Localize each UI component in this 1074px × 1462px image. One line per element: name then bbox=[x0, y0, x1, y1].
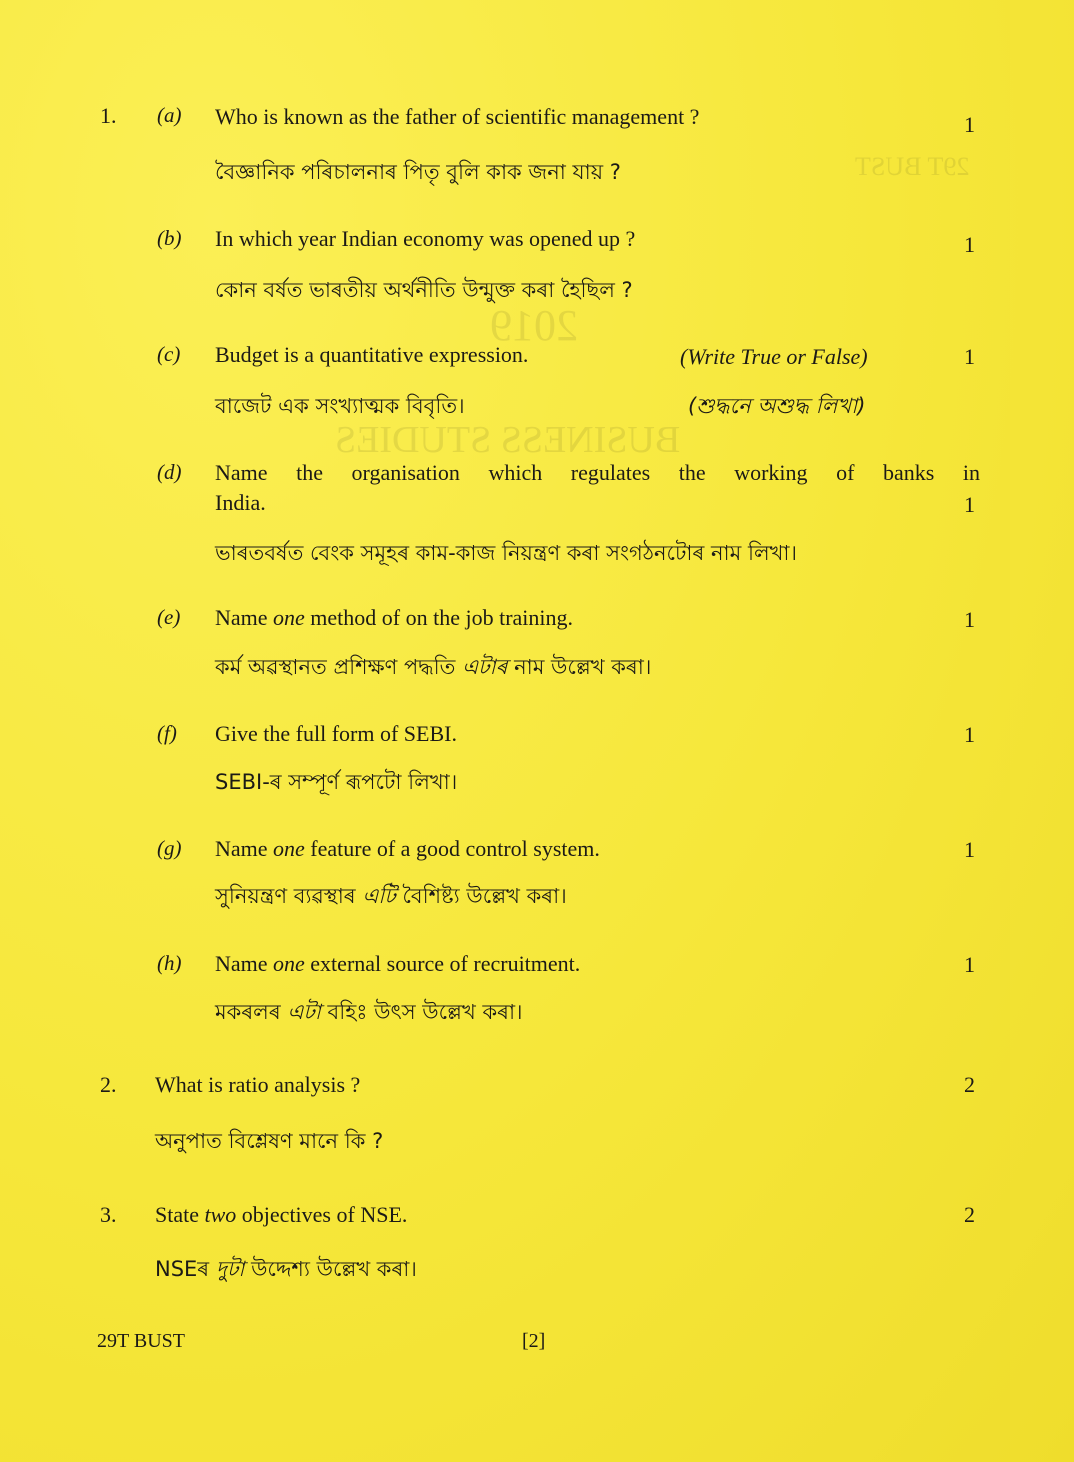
question-2-number: 2. bbox=[100, 1072, 117, 1097]
question-1h-assamese: মকৰলৰ এটা বহিঃ উৎস উল্লেখ কৰা। bbox=[215, 1000, 523, 1024]
question-1c-marks: 1 bbox=[964, 344, 975, 369]
question-1f-assamese: SEBI-ৰ সম্পূৰ্ণ ৰূপটো লিখা। bbox=[215, 770, 458, 794]
question-3-marks: 2 bbox=[964, 1202, 975, 1227]
question-1d-english-line2: India. bbox=[215, 490, 266, 515]
footer-page-number: [2] bbox=[522, 1330, 546, 1352]
question-1-number: 1. bbox=[100, 103, 117, 128]
show-through-subject: BUSINESS STUDIES bbox=[335, 419, 681, 461]
question-1f-marks: 1 bbox=[964, 722, 975, 747]
question-1a-label: (a) bbox=[157, 103, 182, 127]
question-2-marks: 2 bbox=[964, 1072, 975, 1097]
question-1c-instruction: (Write True or False) bbox=[680, 344, 868, 369]
question-1g-label: (g) bbox=[157, 836, 182, 860]
question-1e-label: (e) bbox=[157, 605, 181, 629]
question-1g-marks: 1 bbox=[964, 837, 975, 862]
question-1e-english: Name one method of on the job training. bbox=[215, 605, 574, 630]
question-1b-assamese: কোন বৰ্ষত ভাৰতীয় অৰ্থনীতি উন্মুক্ত কৰা হৈছিল ? bbox=[215, 278, 633, 302]
question-3-number: 3. bbox=[100, 1202, 117, 1227]
question-2-english: What is ratio analysis ? bbox=[155, 1072, 361, 1097]
question-1b-english: In which year Indian economy was opened up ? bbox=[215, 226, 636, 251]
question-3-assamese: NSEৰ দুটা উদ্দেশ্য উল্লেখ কৰা। bbox=[155, 1257, 417, 1281]
question-1d-assamese: ভাৰতবৰ্ষত বেংক সমূহৰ কাম-কাজ নিয়ন্ত্ৰণ কৰা সংগঠনটোৰ নাম লিখা। bbox=[215, 541, 798, 565]
question-3-english: State two objectives of NSE. bbox=[155, 1202, 408, 1227]
question-2-assamese: অনুপাত বিশ্লেষণ মানে কি ? bbox=[155, 1129, 384, 1153]
question-1f-label: (f) bbox=[157, 721, 177, 745]
question-1b-label: (b) bbox=[157, 226, 182, 250]
footer-paper-code: 29T BUST bbox=[97, 1330, 185, 1352]
question-1h-label: (h) bbox=[157, 951, 182, 975]
question-1e-marks: 1 bbox=[964, 607, 975, 632]
question-1a-assamese: বৈজ্ঞানিক পৰিচালনাৰ পিতৃ বুলি কাক জনা যায় ? bbox=[215, 160, 621, 184]
question-1a-english: Who is known as the father of scientific management ? bbox=[215, 104, 700, 129]
question-1c-assamese: বাজেট এক সংখ্যাত্মক বিবৃতি। bbox=[215, 394, 465, 418]
question-1h-marks: 1 bbox=[964, 952, 975, 977]
show-through-2019: 2019 bbox=[490, 301, 578, 350]
question-1c-english: Budget is a quantitative expression. bbox=[215, 342, 529, 367]
question-1d-label: (d) bbox=[157, 460, 182, 484]
question-1c-instruction-assamese: (শুদ্ধনে অশুদ্ধ লিখা) bbox=[688, 394, 866, 418]
question-1f-english: Give the full form of SEBI. bbox=[215, 721, 457, 746]
question-1a-marks: 1 bbox=[964, 112, 975, 137]
question-1e-assamese: কৰ্ম অৱস্থানত প্ৰশিক্ষণ পদ্ধতি এটাৰ নাম উল্লেখ কৰা। bbox=[215, 655, 652, 679]
question-1d-marks: 1 bbox=[964, 492, 975, 517]
question-1g-assamese: সুনিয়ন্ত্ৰণ ব্যৱস্থাৰ এটি বৈশিষ্ট্য উল্লেখ কৰা। bbox=[215, 884, 567, 908]
question-1h-english: Name one external source of recruitment. bbox=[215, 951, 581, 976]
question-1d-english-line1: Name the organisation which regulates the working of banks in bbox=[215, 460, 980, 485]
question-1b-marks: 1 bbox=[964, 232, 975, 257]
question-1g-english: Name one feature of a good control system. bbox=[215, 836, 600, 861]
question-1c-label: (c) bbox=[157, 342, 181, 366]
show-through-code: 29T BUST bbox=[855, 152, 970, 181]
